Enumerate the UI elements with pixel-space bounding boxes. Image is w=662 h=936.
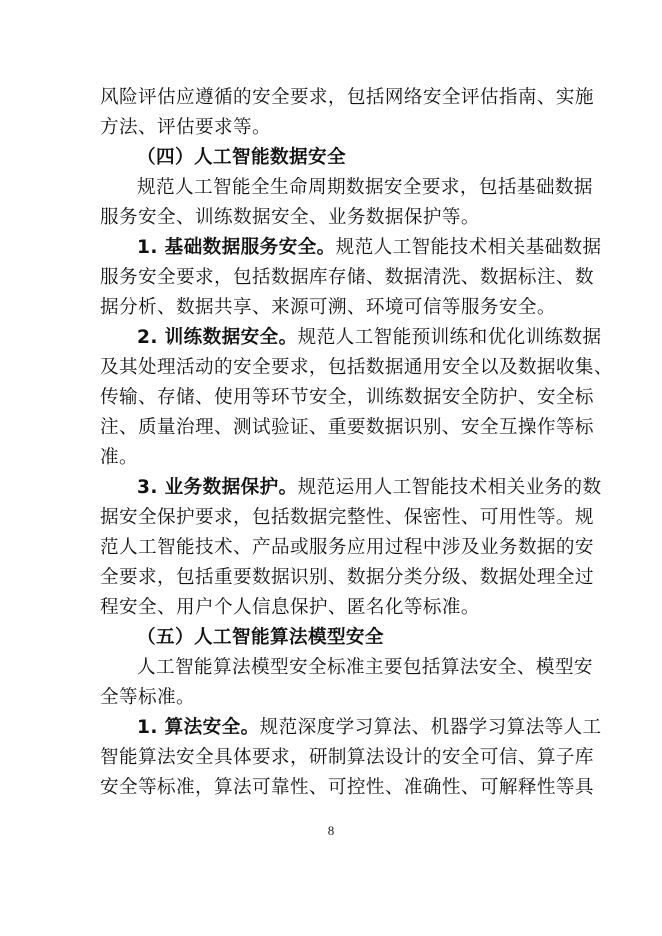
page-number: 8	[327, 823, 335, 838]
body-text-line: 安全等标准，算法可靠性、可控性、准确性、可解释性等具	[100, 777, 594, 798]
body-text-line: 及其处理活动的安全要求，包括数据通用安全以及数据收集、	[100, 357, 613, 378]
body-text-line: 准。	[100, 447, 138, 468]
subsection-title: 1. 算法安全。	[137, 717, 260, 738]
subsection-title: 3. 业务数据保护。	[137, 477, 298, 498]
body-text-line: 范人工智能技术、产品或服务应用过程中涉及业务数据的安	[100, 537, 594, 558]
subsection-paragraph-start	[137, 323, 602, 353]
subsection-title: 1. 基础数据服务安全。	[137, 237, 336, 258]
body-text: 规范人工智能技术相关基础数据	[335, 237, 602, 258]
body-text-line: 传输、存储、使用等环节安全，训练数据安全防护、安全标	[100, 387, 594, 408]
subsection-paragraph-start	[137, 233, 602, 263]
body-text-line: 据分析、数据共享、来源可溯、环境可信等服务安全。	[100, 297, 556, 318]
body-text: 规范人工智能预训练和优化训练数据	[297, 327, 602, 348]
subsection-paragraph-start	[137, 473, 602, 503]
body-text-line: 服务安全、训练数据安全、业务数据保护等。	[100, 207, 480, 228]
section-heading-4: （四）人工智能数据安全	[137, 147, 346, 168]
body-text-line: 智能算法安全具体要求，研制算法设计的安全可信、算子库	[100, 747, 594, 768]
body-text-line: 注、质量治理、测试验证、重要数据识别、安全互操作等标	[100, 417, 594, 438]
body-text-line: 全要求，包括重要数据识别、数据分类分级、数据处理全过	[100, 567, 594, 588]
body-text-line: 风险评估应遵循的安全要求，包括网络安全评估指南、实施	[100, 87, 594, 108]
subsection-title: 2. 训练数据安全。	[137, 327, 298, 348]
body-text-line: 人工智能算法模型安全标准主要包括算法安全、模型安	[137, 657, 593, 678]
body-text-line: 方法、评估要求等。	[100, 117, 271, 138]
body-text: 规范深度学习算法、机器学习算法等人工	[259, 717, 602, 738]
body-text-line: 规范人工智能全生命周期数据安全要求，包括基础数据	[137, 177, 593, 198]
body-text: 规范运用人工智能技术相关业务的数	[297, 477, 602, 498]
body-text-line: 程安全、用户个人信息保护、匿名化等标准。	[100, 597, 480, 618]
body-text-line: 全等标准。	[100, 687, 195, 708]
subsection-paragraph-start	[137, 713, 602, 743]
body-text-line: 据安全保护要求，包括数据完整性、保密性、可用性等。规	[100, 507, 594, 528]
section-heading-5: （五）人工智能算法模型安全	[137, 627, 384, 648]
body-text-line: 服务安全要求，包括数据库存储、数据清洗、数据标注、数	[100, 267, 594, 288]
